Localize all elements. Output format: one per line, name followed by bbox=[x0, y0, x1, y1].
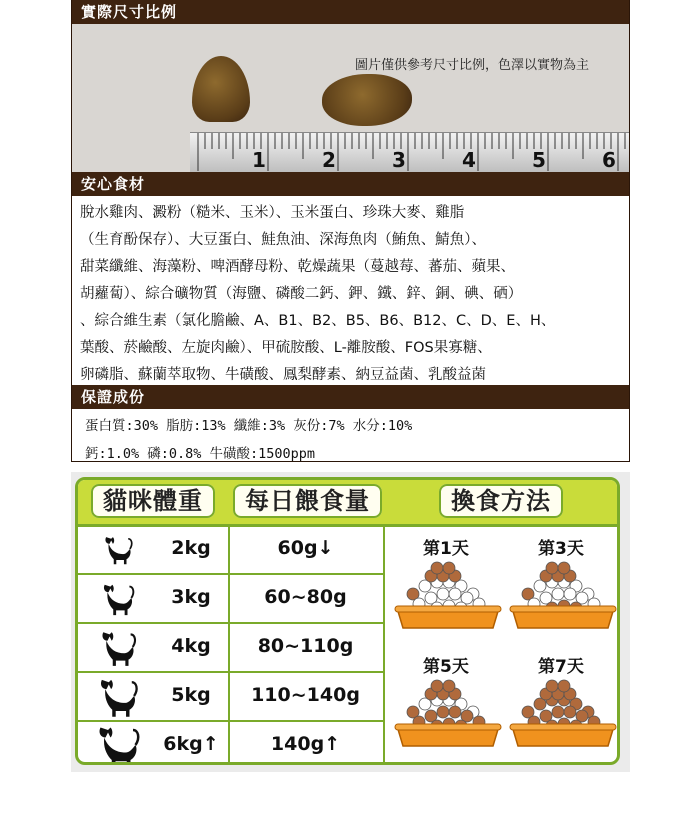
amount-cell: 60g↓ bbox=[277, 537, 334, 559]
column-divider bbox=[228, 524, 230, 765]
ingredients-list bbox=[72, 196, 629, 385]
weight-cell: 3kg bbox=[171, 586, 211, 608]
food-bowl-icon bbox=[508, 556, 618, 640]
ingredient-line: 葉酸、菸鹼酸、左旋肉鹼）、甲硫胺酸、L-離胺酸、FOS果寡糖、 bbox=[80, 340, 492, 356]
ingredient-line: 脫水雞肉、澱粉（糙米、玉米）、玉米蛋白、珍珠大麥、雞脂 bbox=[80, 205, 465, 221]
kibble-triangle bbox=[192, 56, 250, 122]
size-section-title: 實際尺寸比例 bbox=[72, 0, 629, 24]
cat-icon bbox=[95, 673, 141, 723]
header-amount-label: 每日餵食量 bbox=[233, 484, 382, 518]
day-label: 第3天 bbox=[538, 539, 584, 559]
analysis-line: 蛋白質:30% 脂肪:13% 纖維:3% 灰份:7% 水分:10% bbox=[85, 418, 413, 434]
kibble-size-photo bbox=[72, 24, 629, 172]
weight-cell: 4kg bbox=[171, 635, 211, 657]
table-row bbox=[78, 671, 383, 722]
ruler-number: 6 bbox=[602, 148, 616, 172]
kibble-fish bbox=[322, 74, 412, 126]
amount-cell: 110~140g bbox=[251, 684, 360, 706]
cat-icon bbox=[101, 532, 135, 570]
feeding-table bbox=[75, 477, 620, 765]
ruler-number: 1 bbox=[252, 148, 266, 172]
weight-cell: 5kg bbox=[171, 684, 211, 706]
guaranteed-analysis bbox=[72, 409, 629, 471]
day-label: 第5天 bbox=[423, 657, 469, 677]
weight-cell: 6kg↑ bbox=[163, 733, 219, 755]
header-amount bbox=[230, 480, 385, 524]
header-weight-label: 貓咪體重 bbox=[91, 484, 215, 518]
feeding-guide bbox=[71, 472, 630, 772]
header-weight bbox=[78, 480, 228, 524]
ruler-number: 3 bbox=[392, 148, 406, 172]
amount-cell: 60~80g bbox=[264, 586, 347, 608]
ingredients-section-title: 安心食材 bbox=[72, 172, 629, 196]
ingredient-line: 、綜合維生素（氯化膽鹼、A、B1、B2、B5、B6、B12、C、D、E、H、 bbox=[80, 313, 556, 329]
ruler-number: 5 bbox=[532, 148, 546, 172]
table-row bbox=[78, 524, 383, 575]
ingredient-line: 卵磷脂、蘇蘭萃取物、牛磺酸、鳳梨酵素、納豆益菌、乳酸益菌 bbox=[80, 367, 486, 383]
ingredient-line: 胡蘿蔔）、綜合礦物質（海鹽、磷酸二鈣、鉀、鐵、鋅、銅、碘、硒） bbox=[80, 286, 523, 302]
photo-caption: 圖片僅供參考尺寸比例，色澤以實物為主 bbox=[354, 58, 589, 73]
weight-cell: 2kg bbox=[171, 537, 211, 559]
product-info-panel bbox=[71, 0, 630, 462]
day-label: 第7天 bbox=[538, 657, 584, 677]
analysis-line: 鈣:1.0% 磷:0.8% 牛磺酸:1500ppm bbox=[85, 446, 316, 462]
ingredient-line: 甜菜纖維、海藻粉、啤酒酵母粉、乾燥蔬果（蔓越莓、蕃茄、蘋果、 bbox=[80, 259, 515, 275]
table-row bbox=[78, 622, 383, 673]
amount-cell: 80~110g bbox=[257, 635, 354, 657]
ruler-scale bbox=[190, 133, 629, 172]
ruler-number: 2 bbox=[322, 148, 336, 172]
table-row bbox=[78, 573, 383, 624]
food-bowl-icon bbox=[393, 556, 503, 640]
ruler-number: 4 bbox=[462, 148, 476, 172]
ruler bbox=[190, 132, 629, 172]
analysis-section-title: 保證成份 bbox=[72, 385, 629, 409]
header-transition bbox=[385, 480, 617, 524]
cat-icon bbox=[93, 720, 143, 766]
cat-icon bbox=[97, 626, 139, 672]
day-label: 第1天 bbox=[423, 539, 469, 559]
header-transition-label: 換食方法 bbox=[439, 484, 563, 518]
table-row bbox=[78, 720, 383, 765]
column-divider bbox=[383, 524, 385, 765]
amount-cell: 140g↑ bbox=[270, 733, 341, 755]
cat-icon bbox=[99, 579, 137, 621]
food-bowl-icon bbox=[508, 674, 618, 758]
food-bowl-icon bbox=[393, 674, 503, 758]
ingredient-line: （生育酚保存）、大豆蛋白、鮭魚油、深海魚肉（鮪魚、鯖魚）、 bbox=[80, 232, 486, 248]
